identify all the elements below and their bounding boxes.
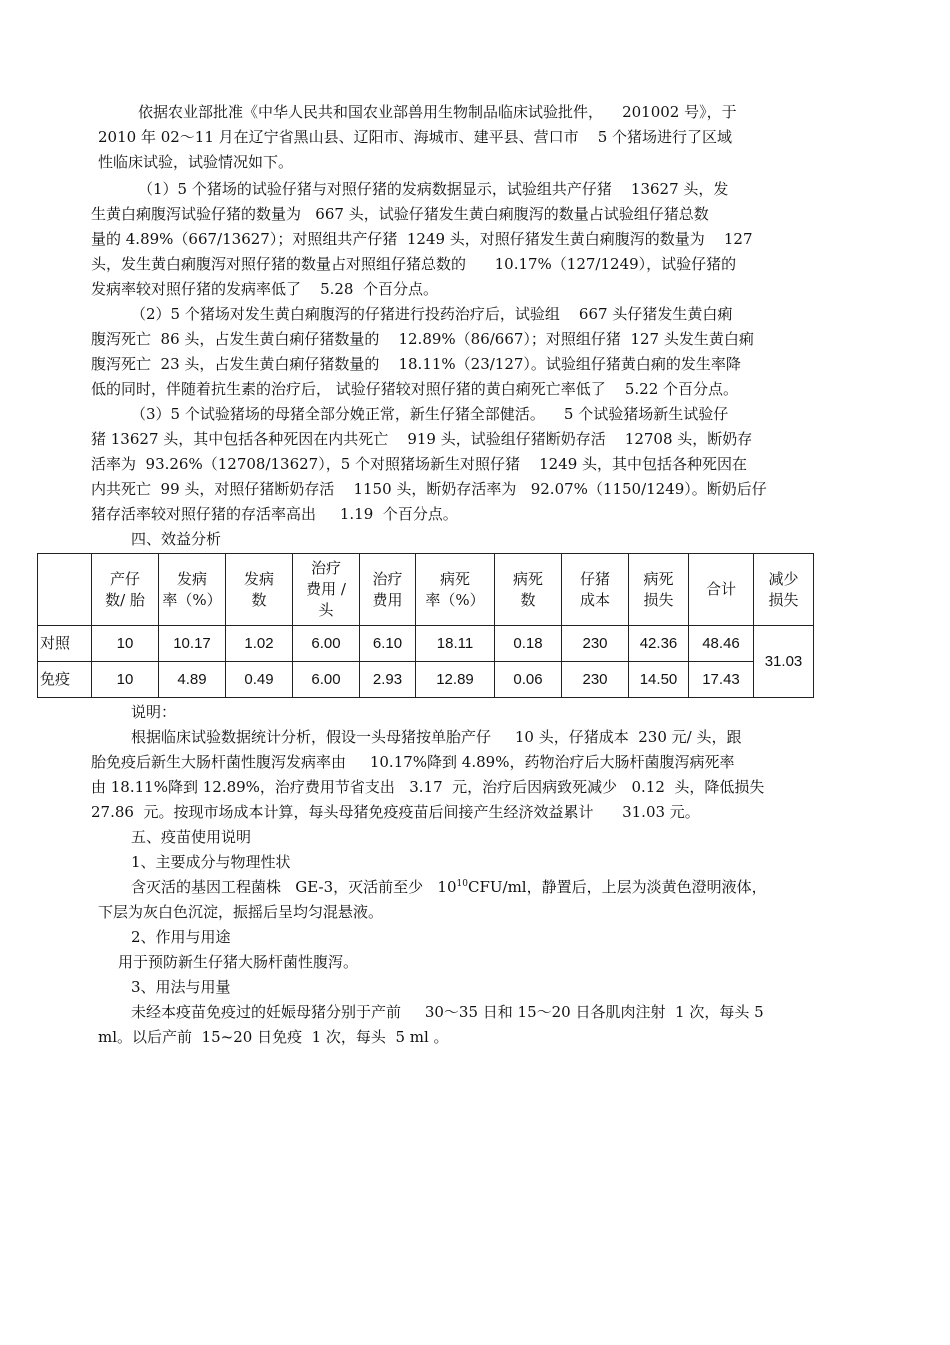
table-cell: 48.46 [689,626,754,662]
table-cell: 10 [92,662,159,698]
intro-line-1: 依据农业部批准《中华人民共和国农业部兽用生物制品临床试验批件， 201002 号》，于 [138,103,737,121]
p1-line-1: （1）5 个猪场的试验仔猪与对照仔猪的发病数据显示，试验组共产仔猪 13627 头，发 [138,180,729,198]
p1-line-3: 量的 4.89%（667/13627）；对照组共产仔猪 1249 头，对照仔猪发生黄白痢腹泻的数量为 127 [91,230,753,248]
row-label: 免疫 [38,662,92,698]
section-5-heading: 五、疫苗使用说明 [131,828,252,846]
item-1-text-line-1 [131,876,767,898]
item-1-text-b: CFU/ml，静置后，上层为淡黄色澄明液体， [467,878,767,896]
table-cell: 0.18 [495,626,562,662]
intro-line-2: 2010 年 02～11 月在辽宁省黑山县、辽阳市、海城市、建平县、营口市 5 个猪场进行了区域 [98,128,733,146]
item-3-text-line-1: 未经本疫苗免疫过的妊娠母猪分别于产前 30～35 日和 15～20 日各肌肉注射 1 次，每头 5 [131,1003,764,1021]
item-1-text-a: 含灭活的基因工程菌株 GE-3，灭活前至少 10 [131,878,457,896]
note-line-1: 根据临床试验数据统计分析，假设一头母猪按单胎产仔 10 头，仔猪成本 230 元/ 头，跟 [131,728,742,746]
note-line-3: 由 18.11%降到 12.89%，治疗费用节省支出 3.17 元，治疗后因病致死减少 0.12 头，降低损失 [91,778,765,796]
p3-line-4: 内共死亡 99 头，对照仔猪断奶存活 1150 头，断奶存活率为 92.07%（1150/1249）。断奶后仔 [91,480,767,498]
table-cell: 10.17 [159,626,226,662]
table-cell: 0.06 [495,662,562,698]
p3-line-3: 活率为 93.26%（12708/13627），5 个对照猪场新生对照仔猪 1249 头，其中包括各种死因在 [91,455,748,473]
table-header: 病死 率（%） [416,554,495,626]
p3-line-5: 猪存活率较对照仔猪的存活率高出 1.19 个百分点。 [91,505,458,523]
table-header [38,554,92,626]
table-cell: 12.89 [416,662,495,698]
table-header: 产仔 数/ 胎 [92,554,159,626]
table-header: 治疗 费用 / 头 [293,554,360,626]
table-cell: 230 [562,662,629,698]
item-3-text-line-2: ml。以后产前 15~20 日免疫 1 次，每头 5 ml 。 [98,1028,449,1046]
table-cell: 10 [92,626,159,662]
reduction-cell: 31.03 [754,626,814,698]
p1-line-2: 生黄白痢腹泻试验仔猪的数量为 667 头，试验仔猪发生黄白痢腹泻的数量占试验组仔猪总数 [91,205,709,223]
p2-line-2: 腹泻死亡 86 头，占发生黄白痢仔猪数量的 12.89%（86/667）；对照组仔猪 127 头发生黄白痢 [91,330,754,348]
table-header: 病死 数 [495,554,562,626]
table-cell: 2.93 [360,662,416,698]
table-cell: 1.02 [226,626,293,662]
table-header: 发病 率（%） [159,554,226,626]
p1-line-4: 头，发生黄白痢腹泻对照仔猪的数量占对照组仔猪总数的 10.17%（127/1249），试验仔猪的 [91,255,737,273]
table-cell: 6.00 [293,662,360,698]
note-line-4: 27.86 元。按现市场成本计算，每头母猪免疫疫苗后间接产生经济效益累计 31.03 元。 [91,803,700,821]
intro-line-3: 性临床试验，试验情况如下。 [98,153,294,171]
table-cell: 18.11 [416,626,495,662]
item-1-text-line-2: 下层为灰白色沉淀，振摇后呈均匀混悬液。 [98,903,384,921]
table-cell: 14.50 [629,662,689,698]
table-cell: 0.49 [226,662,293,698]
p2-line-4: 低的同时，伴随着抗生素的治疗后， 试验仔猪较对照仔猪的黄白痢死亡率低了 5.22 个百分点。 [91,380,739,398]
note-label: 说明： [131,703,177,721]
benefit-table [37,553,814,698]
table-cell: 230 [562,626,629,662]
p2-line-1: （2）5 个猪场对发生黄白痢腹泻的仔猪进行投药治疗后，试验组 667 头仔猪发生黄白痢 [131,305,733,323]
item-1-title: 1、主要成分与物理性状 [131,853,291,871]
table-header: 减少 损失 [754,554,814,626]
item-2-title: 2、作用与用途 [131,928,231,946]
table-row-control [38,626,814,662]
p3-line-1: （3）5 个试验猪场的母猪全部分娩正常，新生仔猪全部健活。 5 个试验猪场新生试验仔 [131,405,729,423]
table-header: 病死 损失 [629,554,689,626]
table-row-immune [38,662,814,698]
table-cell: 17.43 [689,662,754,698]
table-cell: 4.89 [159,662,226,698]
note-line-2: 胎免疫后新生大肠杆菌性腹泻发病率由 10.17%降到 4.89%，药物治疗后大肠杆菌腹泻病死率 [91,753,735,771]
p1-line-5: 发病率较对照仔猪的发病率低了 5.28 个百分点。 [91,280,439,298]
p3-line-2: 猪 13627 头，其中包括各种死因在内共死亡 919 头，试验组仔猪断奶存活 12708 头，断奶存 [91,430,753,448]
table-cell: 42.36 [629,626,689,662]
item-2-text: 用于预防新生仔猪大肠杆菌性腹泻。 [118,953,359,971]
table-header: 治疗 费用 [360,554,416,626]
row-label: 对照 [38,626,92,662]
exponent: 10 [456,879,468,889]
table-cell: 6.10 [360,626,416,662]
item-3-title: 3、用法与用量 [131,978,231,996]
table-header: 合计 [689,554,754,626]
table-header: 发病 数 [226,554,293,626]
table-header-row [38,554,814,626]
p2-line-3: 腹泻死亡 23 头，占发生黄白痢仔猪数量的 18.11%（23/127）。试验组仔猪黄白痢的发生率降 [91,355,741,373]
table-header: 仔猪 成本 [562,554,629,626]
section-4-heading: 四、效益分析 [131,530,222,548]
table-cell: 6.00 [293,626,360,662]
